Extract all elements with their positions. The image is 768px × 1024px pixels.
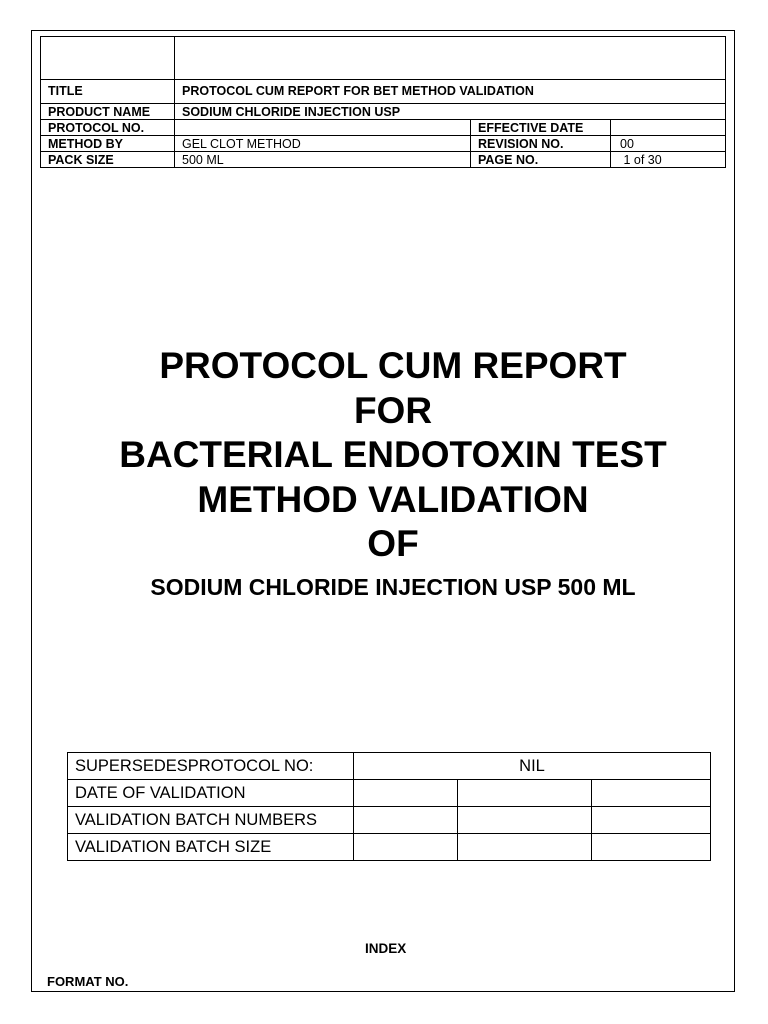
pack-size-label: PACK SIZE: [41, 152, 175, 168]
batch-size-cell-2: [458, 834, 592, 861]
batch-numbers-cell-2: [458, 807, 592, 834]
pack-size-value: 500 ML: [175, 152, 471, 168]
page-no-value: 1 of 30: [611, 152, 726, 168]
supersedes-label: SUPERSEDESPROTOCOL NO:: [68, 753, 354, 780]
header-row-method: [41, 136, 726, 152]
protocol-no-label: PROTOCOL NO.: [41, 120, 175, 136]
product-subtitle: SODIUM CHLORIDE INJECTION USP 500 ML: [150, 573, 636, 600]
page-no-label: PAGE NO.: [471, 152, 611, 168]
main-title: [0, 344, 768, 603]
date-of-validation-cell-3: [592, 780, 711, 807]
batch-numbers-cell-3: [592, 807, 711, 834]
validation-info-table: [67, 752, 711, 861]
header-row-product: [41, 104, 726, 120]
main-title-line-4: METHOD VALIDATION: [197, 478, 589, 520]
batch-size-cell-1: [354, 834, 458, 861]
protocol-no-value: [175, 120, 471, 136]
method-by-value: GEL CLOT METHOD: [175, 136, 471, 152]
batch-size-cell-3: [592, 834, 711, 861]
supersedes-row: [68, 753, 711, 780]
method-by-label: METHOD BY: [41, 136, 175, 152]
batch-size-row: [68, 834, 711, 861]
title-value: PROTOCOL CUM REPORT FOR BET METHOD VALIDATION: [175, 80, 726, 104]
main-title-line-1: PROTOCOL CUM REPORT: [159, 345, 627, 386]
batch-numbers-label: VALIDATION BATCH NUMBERS: [68, 807, 354, 834]
date-of-validation-row: [68, 780, 711, 807]
revision-no-value: 00: [611, 136, 726, 152]
company-cell: [175, 37, 726, 80]
main-title-line-2: FOR: [353, 389, 433, 431]
batch-numbers-cell-1: [354, 807, 458, 834]
batch-numbers-row: [68, 807, 711, 834]
effective-date-value: [611, 120, 726, 136]
date-of-validation-label: DATE OF VALIDATION: [68, 780, 354, 807]
revision-no-label: REVISION NO.: [471, 136, 611, 152]
product-name-label: PRODUCT NAME: [41, 104, 175, 120]
product-name-value: SODIUM CHLORIDE INJECTION USP: [175, 104, 726, 120]
date-of-validation-cell-2: [458, 780, 592, 807]
supersedes-value: NIL: [354, 753, 711, 780]
main-title-line-5: OF: [367, 523, 419, 564]
header-logo-row: [41, 37, 726, 80]
title-label: TITLE: [41, 80, 175, 104]
header-row-pack: [41, 152, 726, 168]
main-title-line-3: BACTERIAL ENDOTOXIN TEST: [119, 434, 667, 475]
index-label: INDEX: [365, 941, 407, 956]
format-no-label: FORMAT NO.: [47, 974, 129, 989]
header-row-protocol: [41, 120, 726, 136]
batch-size-label: VALIDATION BATCH SIZE: [68, 834, 354, 861]
date-of-validation-cell-1: [354, 780, 458, 807]
document-header-table: [40, 36, 726, 168]
header-row-title: [41, 80, 726, 104]
logo-cell: [41, 37, 175, 80]
effective-date-label: EFFECTIVE DATE: [471, 120, 611, 136]
